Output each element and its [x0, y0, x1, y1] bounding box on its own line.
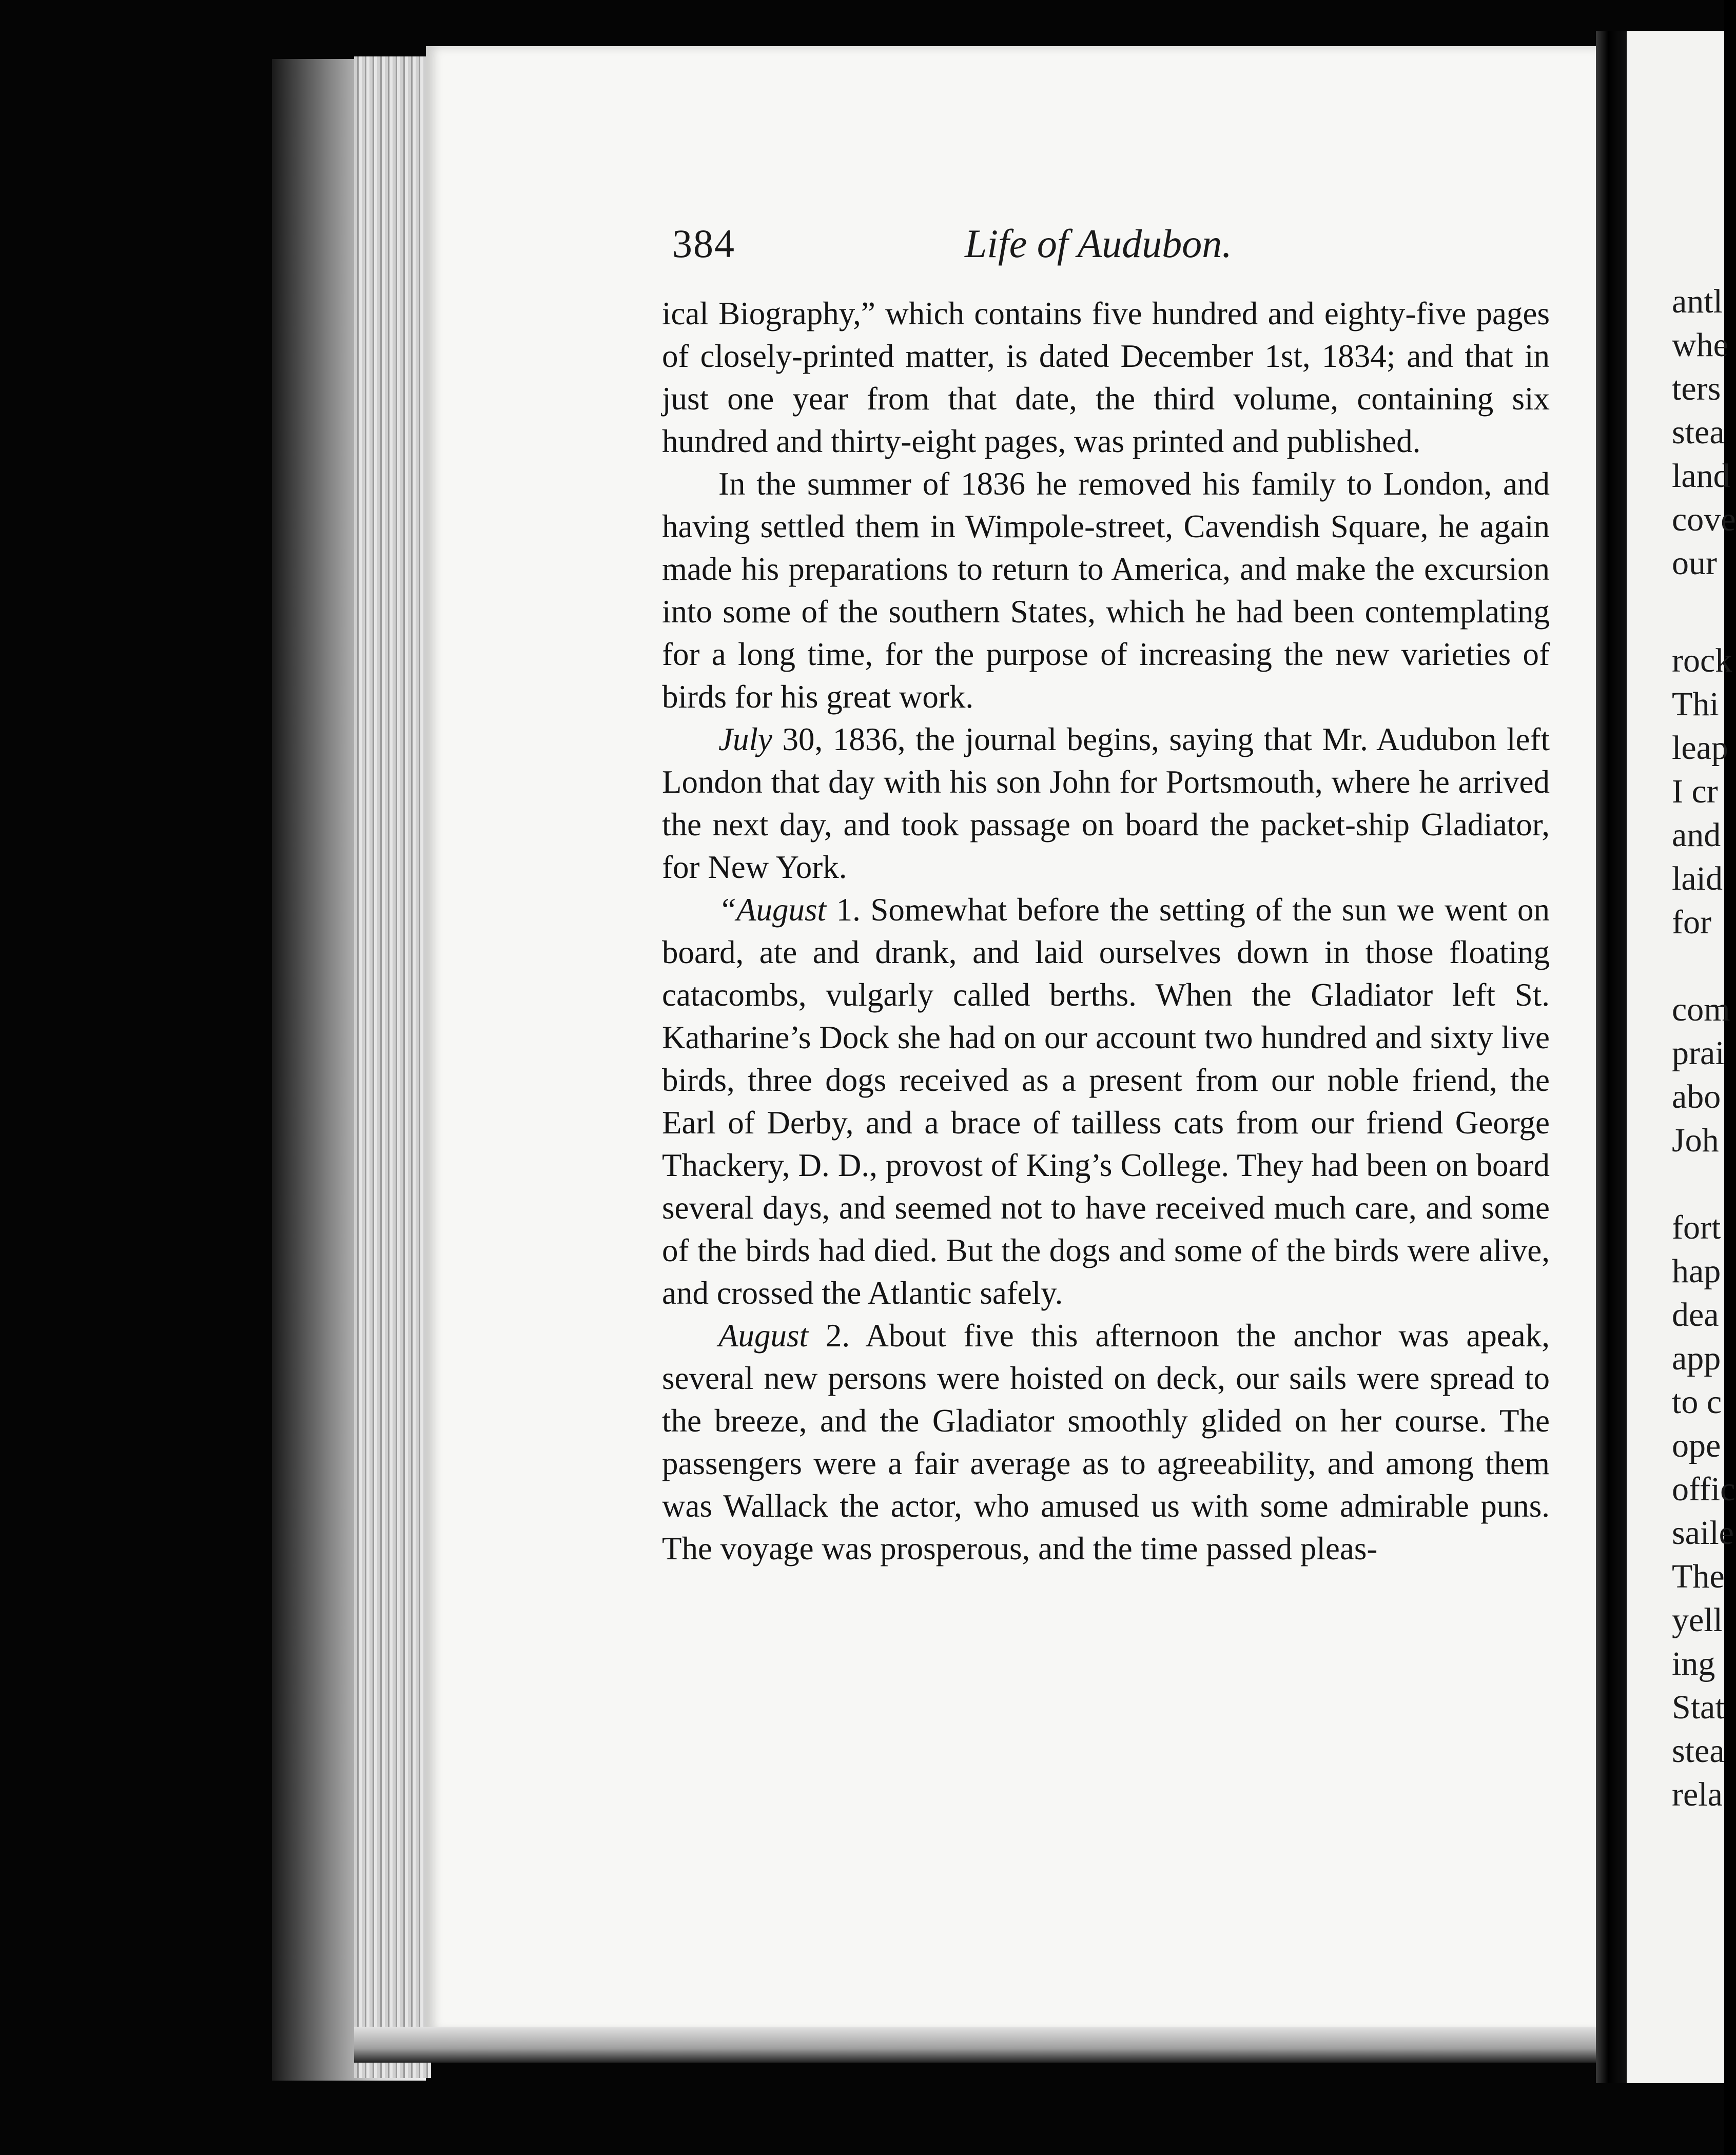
- facing-page-line: hap: [1672, 1252, 1721, 1290]
- facing-page-line: leap: [1672, 729, 1728, 767]
- facing-page-line: I cr: [1672, 773, 1718, 810]
- facing-page-line: and: [1672, 816, 1721, 854]
- paragraph-text: 2. About five this afternoon the anchor was apeak, several new persons were hoisted on deck, our sails were spread to the breeze, and the Gladiator smoothly glided on her course. The passengers were a fair average as to agreeability, and among them was Wallack the actor, who amused us with some admirable puns. The voyage was prosperous, and the time passed pleas-: [662, 1318, 1550, 1566]
- facing-page-line: ope: [1672, 1427, 1721, 1464]
- facing-page-line: our: [1672, 544, 1717, 582]
- page-header: [672, 221, 1545, 267]
- facing-page-line: rela: [1672, 1776, 1723, 1813]
- facing-page-line: yell: [1672, 1601, 1723, 1639]
- facing-page-line: to c: [1672, 1383, 1722, 1421]
- facing-page-line: ters: [1672, 370, 1721, 407]
- facing-page-line: whe: [1672, 326, 1728, 364]
- paragraph: [662, 292, 1550, 463]
- facing-page-line: Joh: [1672, 1122, 1719, 1159]
- paragraph-lead: July: [718, 721, 772, 757]
- paragraph-lead: “August: [718, 892, 827, 928]
- page-body: [662, 292, 1550, 1570]
- paragraph-text: In the summer of 1836 he removed his family to London, and having settled them in Wimpole-street, Cavendish Square, he again made his preparations to return to America, and make the excursion into some of the southern States, which he had been contemplating for a long time, for the purpose of increasing the new varieties of birds for his great work.: [662, 466, 1550, 715]
- facing-page-line: cove: [1672, 501, 1736, 538]
- facing-page-line: rock: [1672, 642, 1732, 679]
- facing-page-line: prai: [1672, 1034, 1725, 1072]
- facing-page-line: abo: [1672, 1078, 1721, 1115]
- facing-page-line: The: [1672, 1558, 1725, 1595]
- facing-page-line: antl: [1672, 283, 1723, 320]
- facing-page-line: land: [1672, 457, 1730, 495]
- facing-page-line: laid: [1672, 860, 1723, 897]
- facing-page-line: saile: [1672, 1514, 1734, 1552]
- stacked-page-edges: [354, 56, 431, 2078]
- paragraph: [662, 889, 1550, 1315]
- facing-page: [1627, 31, 1736, 2083]
- book-gutter: [1596, 31, 1627, 2083]
- facing-page-line: stea: [1672, 414, 1725, 451]
- facing-page-line: fort: [1672, 1209, 1721, 1246]
- paragraph-lead: August: [718, 1318, 809, 1354]
- facing-page-line: app: [1672, 1340, 1721, 1377]
- facing-page-line: for: [1672, 904, 1711, 941]
- paragraph-text: 30, 1836, the journal begins, saying that Mr. Audubon left London that day with his son John for Portsmouth, where he arrived the next day, and took passage on board the packet-ship Gladiator, for New York.: [662, 721, 1550, 885]
- facing-page-line: stea: [1672, 1732, 1725, 1770]
- facing-page-line: offic: [1672, 1471, 1735, 1508]
- facing-page-line: dea: [1672, 1296, 1719, 1334]
- facing-page-line: Thi: [1672, 685, 1719, 723]
- page-number: 384: [672, 221, 735, 266]
- page-bottom-edge: [354, 2027, 1596, 2063]
- facing-page-line: Stat: [1672, 1689, 1725, 1726]
- paragraph: [662, 463, 1550, 718]
- facing-page-line: com: [1672, 991, 1730, 1028]
- paragraph-text: 1. Somewhat before the setting of the sun we went on board, ate and drank, and laid ourselves down in those floating catacombs, vulgarly called berths. When the Gladiator left St. Katharine’s Dock she had on our account two hundred and sixty live birds, three dogs received as a present from our noble friend, the Earl of Derby, and a brace of tailless cats from our friend George Thackery, D. D., provost of King’s College. They had been on board several days, and seemed not to have received much care, and some of the birds had died. But the dogs and some of the birds were alive, and crossed the Atlantic safely.: [662, 892, 1550, 1311]
- running-title: Life of Audubon.: [965, 221, 1232, 266]
- paragraph: [662, 718, 1550, 889]
- paragraph-text: ical Biography,” which contains five hundred and eighty-five pages of closely-printed matter, is dated December 1st, 1834; and that in just one year from that date, the third volume, containing six hundred and thirty-eight pages, was printed and published.: [662, 296, 1550, 459]
- paragraph: [662, 1315, 1550, 1570]
- facing-page-line: ing: [1672, 1645, 1715, 1682]
